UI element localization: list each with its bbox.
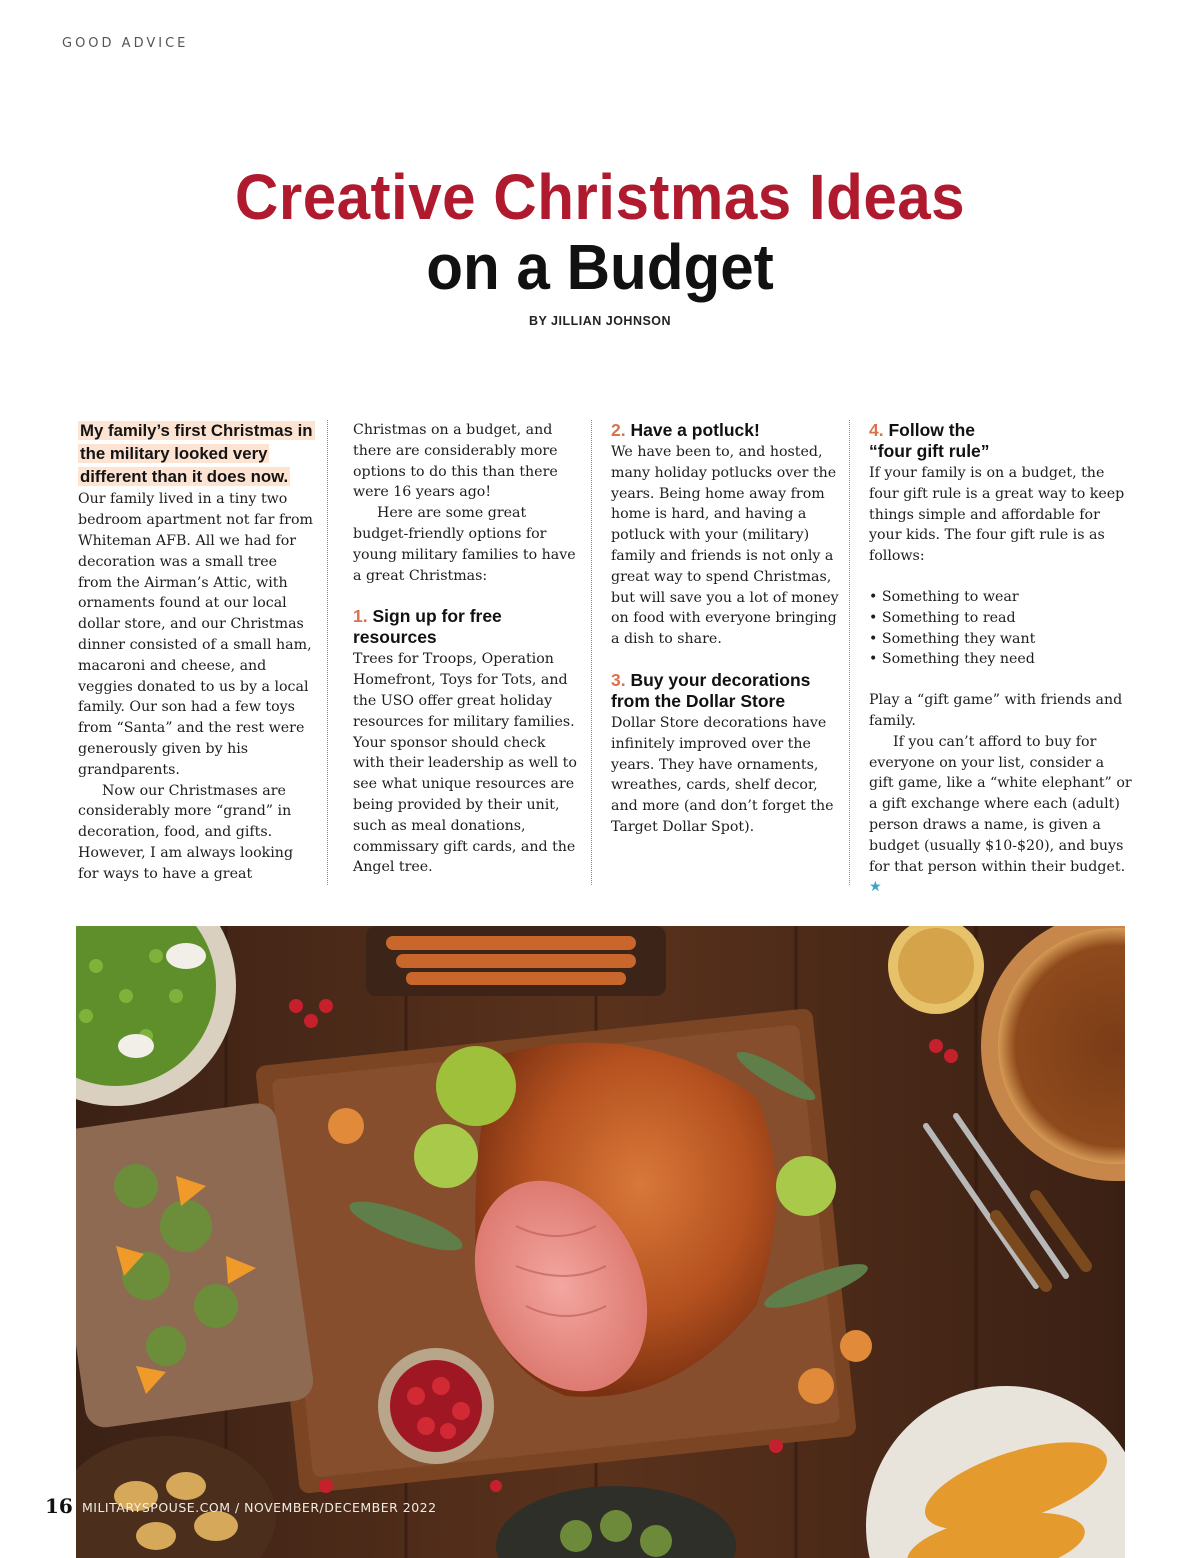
tip-title: Have a potluck! [630,420,760,440]
byline: BY JILLIAN JOHNSON [528,314,672,328]
tip-title: Buy your decorations from the Dollar Store [611,669,811,711]
article-title-line2: on a Budget [426,231,774,303]
column-3 [611,420,839,838]
tip-number: 3. [611,669,626,690]
list-item: • Something they need [869,649,1133,670]
tip-heading-4 [869,420,1009,462]
paragraph: If you can’t afford to buy for everyone on your list, consider a gift game, like a “white elephant” or a gift exchange where each (adult) person draws a name, is given a budget (usually $10-$20), and buys for that person within their budget. ★ [869,733,1132,896]
column-1 [78,420,314,885]
list-item: • Something they want [869,629,1133,650]
paragraph: We have been to, and hosted, many holiday potlucks over the years. Being home away from home is hard, and having a potluck with your (military) family and friends is not only a great way to spend Christmas, but will save you a lot of money on food with everyone bringing a dish to share. [611,444,839,648]
tip-title: Follow the “four gift rule” [869,420,990,461]
paragraph: Play a “gift game” with friends and family. [869,692,1123,729]
gift-rule-list [869,587,1133,670]
article-title-line1: Creative Christmas Ideas [234,161,966,233]
list-item: • Something to read [869,608,1133,629]
column-4 [869,420,1133,898]
paragraph: Trees for Troops, Operation Homefront, Toys for Tots, and the USO offer great holiday resources for military families. Your sponsor should check with their leadership as well to see what unique resources are being provided by their unit, such as meal donations, commissary gift cards, and the Angel tree. [353,651,577,876]
paragraph: Christmas on a budget, and there are considerably more options to do this than there were 16 years ago! [353,422,558,501]
tip-heading-1 [353,606,581,648]
paragraph: If your family is on a budget, the four gift rule is a great way to keep things simple and affordable for your kids. The four gift rule is as follows: [869,465,1125,565]
paragraph: Here are some great budget-friendly options for young military families to have a great Christmas: [353,505,576,584]
column-divider [591,420,592,885]
holiday-dinner-photo [76,926,1125,1558]
tip-number: 1. [353,606,368,627]
end-star-icon: ★ [869,879,882,896]
tip-number: 2. [611,420,626,440]
column-divider [327,420,328,885]
holiday-dinner-illustration [76,926,1125,1558]
tip-heading-3 [611,670,839,712]
paragraph: Dollar Store decorations have infinitely improved over the years. They have ornaments, wreathes, cards, shelf decor, and more (and don’t forget the Target Dollar Spot). [611,714,834,835]
column-2 [353,420,581,878]
lead-sentence: My family’s first Christmas in the military looked very different than it does now. [80,421,313,486]
tip-number: 4. [869,420,884,440]
page-number: 16 [45,1494,73,1518]
section-label: GOOD ADVICE [62,36,189,51]
column-divider [849,420,850,885]
list-item: • Something to wear [869,587,1133,608]
tip-title: Sign up for free resources [353,606,502,648]
paragraph: Our family lived in a tiny two bedroom apartment not far from Whiteman AFB. All we had for decoration was a small tree from the Airman’s Attic, with ornaments found at our local dollar store, and our Christmas dinner consisted of a small ham, macaroni and cheese, and veggies donated to us by a local family. Our son had a few toys from “Santa” and the rest were generously given by his grandparents. [78,491,313,778]
paragraph: Now our Christmases are considerably more “grand” in decoration, food, and gifts. However, I am always looking for ways to have a great [78,782,294,882]
tip-heading-2 [611,420,839,441]
footer-publication: MILITARYSPOUSE.COM / NOVEMBER/DECEMBER 2022 [82,1500,437,1515]
